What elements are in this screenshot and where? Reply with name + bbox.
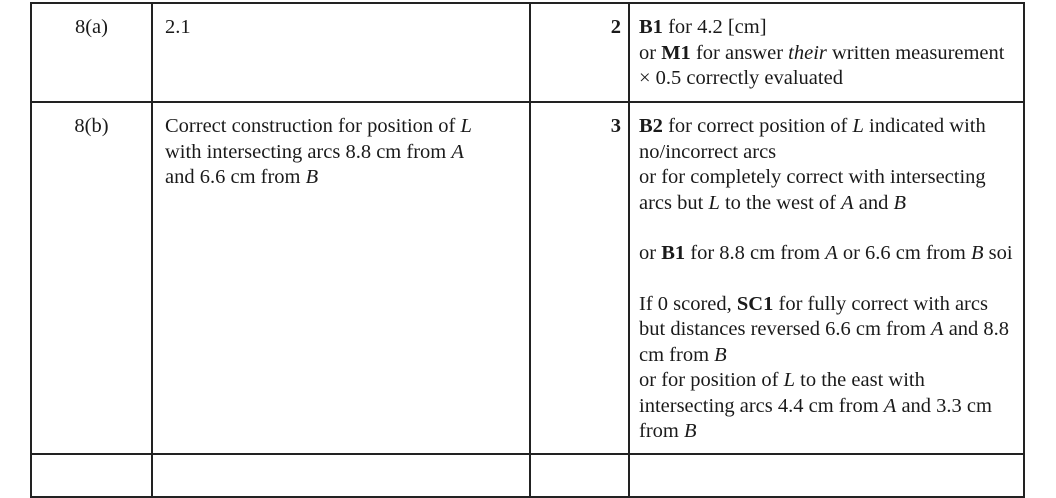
italic-term: B bbox=[683, 420, 697, 442]
bold-mark-code: B1 bbox=[639, 16, 663, 38]
text-run: indicated with bbox=[863, 115, 986, 137]
italic-term: L bbox=[708, 191, 720, 214]
text-run: × 0.5 correctly evaluated bbox=[639, 67, 843, 89]
table-row bbox=[31, 454, 1024, 497]
italic-term: B bbox=[305, 166, 319, 188]
text-run: and 8.8 bbox=[943, 318, 1010, 340]
answer-cell bbox=[152, 102, 530, 454]
text-run: arcs but bbox=[639, 191, 709, 214]
guidance-paragraph bbox=[639, 292, 1017, 445]
italic-term: A bbox=[825, 242, 838, 264]
italic-term: A bbox=[883, 394, 897, 417]
italic-term: L bbox=[783, 369, 796, 391]
text-run: from bbox=[639, 420, 684, 442]
italic-term: their bbox=[788, 41, 827, 64]
text-run: or for position of bbox=[639, 369, 784, 391]
italic-term: L bbox=[460, 115, 472, 137]
text-run: to the west of bbox=[719, 191, 842, 214]
text-run: and 6.6 cm from bbox=[165, 166, 306, 188]
italic-term: A bbox=[931, 318, 944, 340]
guidance-cell bbox=[629, 3, 1024, 102]
answer-cell bbox=[152, 454, 530, 497]
text-run: with intersecting arcs 8.8 cm from bbox=[165, 140, 452, 163]
guidance-cell bbox=[629, 102, 1024, 454]
question-number-cell: 8(a) bbox=[31, 3, 152, 102]
text-run: to the east with bbox=[795, 369, 925, 391]
text-run: or bbox=[639, 41, 662, 64]
bold-mark-code: B2 bbox=[639, 115, 663, 137]
table-row bbox=[31, 3, 1024, 102]
italic-term: A bbox=[451, 140, 464, 163]
italic-term: B bbox=[714, 343, 727, 366]
question-number-cell bbox=[31, 454, 152, 497]
text-run: for fully correct with arcs bbox=[773, 292, 988, 315]
text-run: Correct construction for position of bbox=[165, 115, 461, 137]
answer-cell: 2.1 bbox=[152, 3, 530, 102]
italic-term: L bbox=[852, 115, 864, 137]
text-run: written measurement bbox=[826, 41, 1005, 64]
text-run: cm from bbox=[639, 343, 715, 366]
italic-term: B bbox=[893, 191, 907, 214]
guidance-paragraph bbox=[639, 114, 1017, 216]
question-number-cell: 8(b) bbox=[31, 102, 152, 454]
text-run: for answer bbox=[690, 41, 789, 64]
text-run: intersecting arcs 4.4 cm from bbox=[639, 394, 884, 417]
text-run: and 3.3 cm bbox=[896, 394, 992, 417]
marks-cell: 3 bbox=[530, 102, 629, 454]
text-run: or for completely correct with intersecting bbox=[639, 166, 986, 188]
text-run: and bbox=[853, 191, 894, 214]
marks-cell bbox=[530, 454, 629, 497]
text-run: or bbox=[639, 242, 662, 264]
mark-scheme-table bbox=[30, 2, 1025, 498]
text-run: no/incorrect arcs bbox=[639, 140, 777, 163]
text-run: for 4.2 [cm] bbox=[662, 16, 767, 38]
bold-mark-code: SC1 bbox=[736, 292, 774, 315]
bold-mark-code: B1 bbox=[661, 242, 686, 264]
marks-cell: 2 bbox=[530, 3, 629, 102]
guidance-paragraph bbox=[639, 241, 1017, 267]
bold-mark-code: M1 bbox=[661, 41, 691, 64]
guidance-paragraph bbox=[639, 15, 1017, 92]
text-run: but distances reversed 6.6 cm from bbox=[639, 318, 932, 340]
italic-term: B bbox=[970, 242, 984, 264]
text-run: for correct position of bbox=[662, 115, 853, 137]
italic-term: A bbox=[841, 191, 854, 214]
guidance-cell bbox=[629, 454, 1024, 497]
text-run: for 8.8 cm from bbox=[685, 242, 826, 264]
text-run: soi bbox=[983, 242, 1013, 264]
text-run: If 0 scored, bbox=[639, 292, 737, 315]
table-row bbox=[31, 102, 1024, 454]
text-run: or 6.6 cm from bbox=[837, 242, 971, 264]
